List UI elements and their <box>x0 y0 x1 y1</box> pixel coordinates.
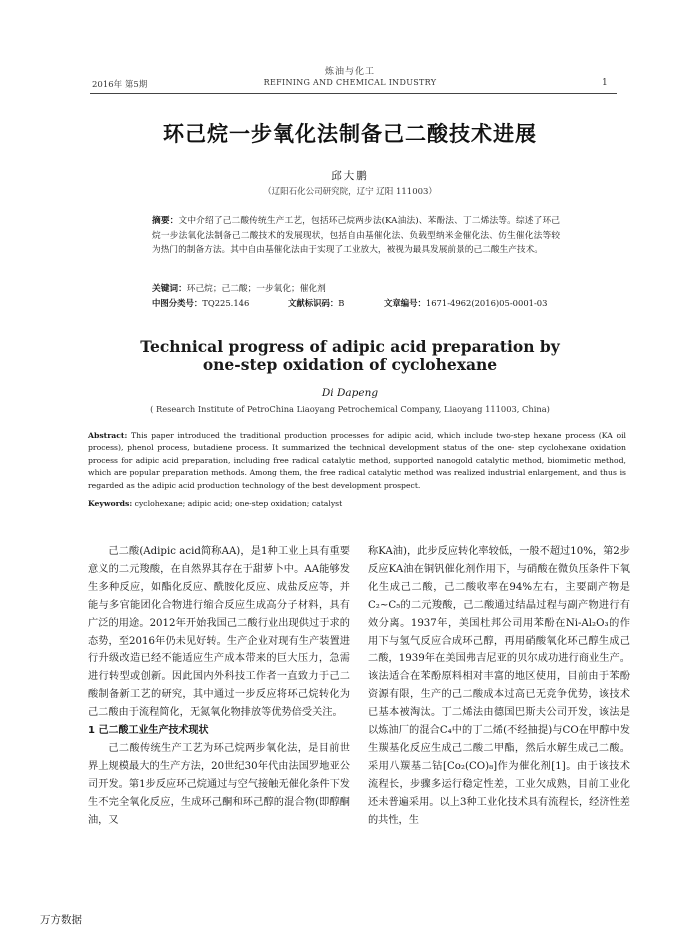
author-cn: 邱大鹏 <box>331 170 369 182</box>
body-paragraph: 称KA油)，此步反应转化率较低，一般不超过10%，第2步反应KA油在铜钒催化剂作用下，与硝酸在微负压条件下氧化生成己二酸，己二酸收率在94%左右，主要副产物是C₂~C₅的二元羧酸，己二酸通过结晶过程与副产物进行有效分离。1937年，美国杜邦公司用苯酚在Ni-Al₂O₃的作用下与氢气反应合成环己醇，再用硝酸氧化环己醇生成己二酸，1939年在美国弗吉尼亚的贝尔成功进行商业生产。该法适合在苯酚原料相对丰富的地区使用，目前由于苯酚资源有限，生产的己二酸成本过高已无竞争优势，该技术已基本被淘汰。丁二烯法由德国巴斯夫公司开发，该法是以炼油厂的混合C₄中的丁二烯(不经抽提)与CO在甲醇中发生羰基化反应生成己二酸二甲酯，然后水解生成己二酸。采用八羰基二钴[Co₂(CO)₈]作为催化剂[1]。由于该技术流程长，步骤多运行稳定性差，工业欠成熟，目前工业化还未普遍采用。以上3种工业化技术具有流程长，经济性差的共性，生 <box>368 546 630 826</box>
body-column-right <box>368 543 630 830</box>
keywords-en <box>88 499 626 508</box>
body-paragraph: 己二酸传统生产工艺为环己烷两步氧化法，是目前世界上规模最大的生产方法，20世纪30年代由法国罗地亚公司开发。第1步反应环己烷通过与空气接触无催化条件下发生不完全氧化反应，生成环己酮和环己醇的混合物(即醇酮油，又 <box>88 742 350 826</box>
article-number: 文章编号：1671-4962(2016)05-0001-03 <box>384 298 548 308</box>
abstract-cn-text: 文中介绍了己二酸传统生产工艺，包括环己烷两步法(KA油法)、苯酚法、丁二烯法等。综述了环己烷一步法氧化法制备己二酸技术的发展现状，包括自由基催化法、负载型纳米金催化法、仿生催化法等较为热门的制备方法。其中自由基催化法由于实现了工业放大，被视为最具发展前景的己二酸生产技术。 <box>152 216 560 256</box>
affiliation-en: ( Research Institute of PetroChina Liaoyang Petrochemical Company, Liaoyang 111003, China) <box>150 404 550 414</box>
title-en-line1: Technical progress of adipic acid preparation by <box>140 337 560 356</box>
clc-number: 中图分类号：TQ225.146 <box>152 298 250 308</box>
page-number: 1 <box>602 78 608 88</box>
abstract-cn <box>152 214 560 258</box>
keywords-en-text: cyclohexane; adipic acid; one-step oxidation; catalyst <box>132 499 343 508</box>
keywords-cn <box>152 282 560 294</box>
section-heading: 1 己二酸工业生产技术现状 <box>88 725 209 737</box>
abstract-en-text: This paper introduced the traditional production processes for adipic acid, which include two-step hexane process (KA oil process), phenol process, butadiene process. It summarized the technical development status of the one- step cyclohexane oxidation process for adipic acid preparation, including free radical catalytic method, supported nanogold catalytic method, biomimetic method, which are popular preparation methods. Among them, the free radical catalytic method was realized industrial enlargement, and thus is regarded as the adipic acid production technology of the best development prospect. <box>88 431 626 490</box>
issue-label: 2016年 第5期 <box>92 80 148 90</box>
title-en-line2: one-step oxidation of cyclohexane <box>202 355 498 374</box>
author-en: Di Dapeng <box>321 387 379 399</box>
watermark: 万方数据 <box>40 914 82 926</box>
document-code: 文献标识码：B <box>288 298 345 308</box>
title-cn: 环己烷一步氧化法制备己二酸技术进展 <box>163 122 537 146</box>
header-rule <box>90 93 617 94</box>
abstract-cn-label: 摘要： <box>152 216 179 226</box>
keywords-cn-text: 环己烷；己二酸；一步氧化；催化剂 <box>186 284 326 294</box>
keywords-en-label: Keywords: <box>88 499 133 508</box>
body-paragraph: 己二酸(Adipic acid简称AA)，是1种工业上具有重要意义的二元羧酸，在自然界其存在于甜萝卜中。AA能够发生多种反应，如酯化反应、酰胺化反应、成盐反应等，并能与多官能团化合物进行缩合反应生成高分子材料，具有广泛的用途。2012年开始我国己二酸行业出现供过于求的态势，至2016年仍未见好转。生产企业对现有生产装置进行升级改造已经不能适应生产成本带来的巨大压力，急需进行转型或创新。因此国内外科技工作者一直致力于己二酸制备新工艺的研究，其中通过一步反应将环己烷转化为己二酸由于流程简化，无氮氧化物排放等优势倍受关注。 <box>88 546 350 719</box>
keywords-cn-label: 关键词： <box>152 284 187 294</box>
affiliation-cn: （辽阳石化公司研究院，辽宁 辽阳 111003） <box>263 187 437 197</box>
title-en <box>0 338 700 374</box>
abstract-en-label: Abstract: <box>88 431 128 440</box>
journal-name-cn: 炼油与化工 <box>324 67 375 77</box>
body-column-left <box>88 543 350 830</box>
abstract-en <box>88 430 626 492</box>
journal-name-en: REFINING AND CHEMICAL INDUSTRY <box>263 78 437 87</box>
